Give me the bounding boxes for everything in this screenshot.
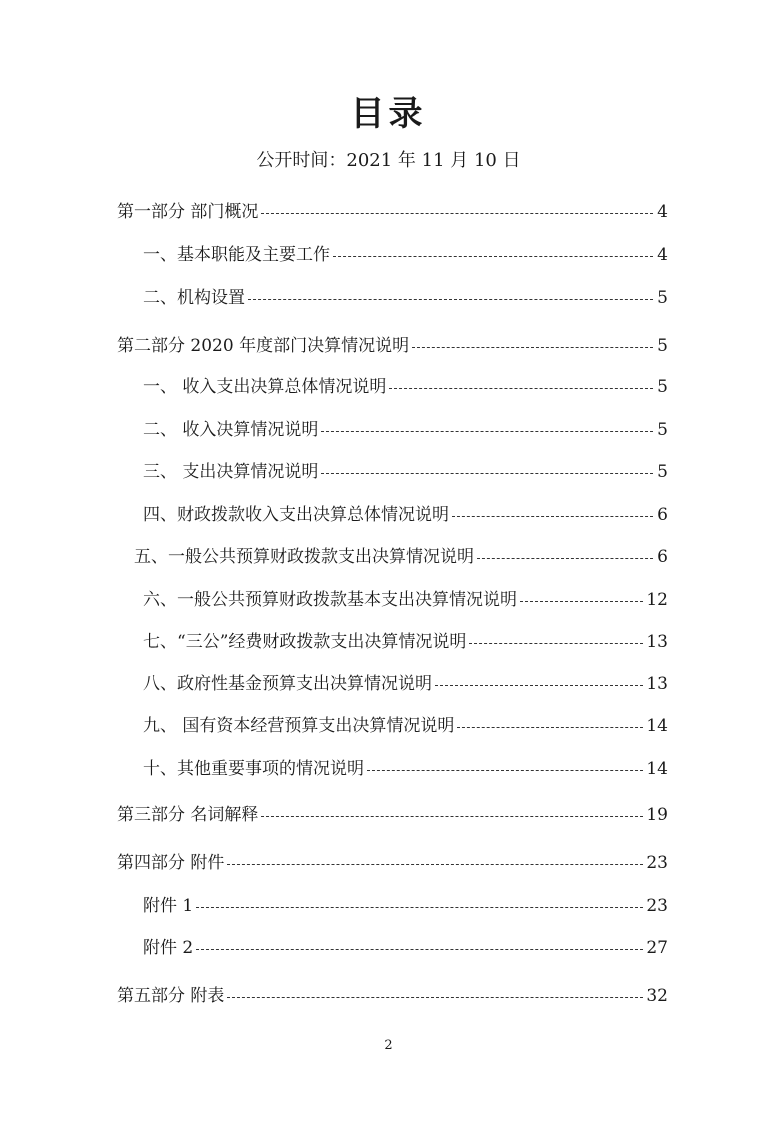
toc-entry-4-2[interactable]	[143, 935, 668, 961]
toc-page-number: 23	[646, 853, 668, 873]
toc-page-number: 27	[646, 938, 668, 958]
toc-leader	[227, 996, 643, 998]
toc-entry-2-4[interactable]	[143, 502, 668, 528]
toc-entry-2-7[interactable]	[143, 629, 668, 655]
toc-leader	[452, 515, 653, 517]
toc-label: 第四部分 附件	[117, 853, 225, 873]
toc-label: 二、机构设置	[143, 288, 245, 308]
toc-page-number: 5	[657, 420, 668, 440]
toc-label: 一、基本职能及主要工作	[143, 245, 330, 265]
toc-page-number: 12	[646, 590, 668, 610]
page-title: 目录	[350, 94, 427, 134]
toc-page-number: 13	[646, 632, 668, 652]
toc-label: 一、 收入支出决算总体情况说明	[143, 377, 387, 397]
toc-leader	[469, 642, 643, 644]
toc-leader	[196, 948, 643, 950]
toc-entry-2-9[interactable]	[143, 713, 668, 739]
toc-entry-2-10[interactable]	[143, 756, 668, 782]
toc-leader	[457, 726, 643, 728]
toc-label: 九、 国有资本经营预算支出决算情况说明	[143, 716, 455, 736]
toc-entry-2-5[interactable]	[134, 544, 668, 570]
toc-page-number: 19	[646, 805, 668, 825]
toc-entry-part-2[interactable]	[117, 333, 668, 359]
toc-page-number: 4	[657, 245, 668, 265]
toc-entry-part-3[interactable]	[117, 802, 668, 828]
toc-entry-part-4[interactable]	[117, 850, 668, 876]
toc-leader	[321, 472, 653, 474]
toc-leader	[520, 600, 643, 602]
toc-page-number: 6	[657, 547, 668, 567]
toc-leader	[227, 863, 643, 865]
toc-label: 五、一般公共预算财政拨款支出决算情况说明	[134, 547, 474, 567]
toc-label: 附件 2	[143, 938, 194, 958]
toc-page-number: 4	[657, 202, 668, 222]
toc-page-number: 14	[646, 716, 668, 736]
toc-page-number: 32	[646, 986, 668, 1006]
toc-leader	[321, 430, 653, 432]
toc-leader	[333, 255, 653, 257]
toc-entry-2-3[interactable]	[143, 459, 668, 485]
toc-label: 附件 1	[143, 896, 194, 916]
toc-leader	[367, 769, 643, 771]
toc-label: 第二部分 2020 年度部门决算情况说明	[117, 336, 410, 356]
toc-page-number: 5	[657, 462, 668, 482]
toc-leader	[261, 212, 653, 214]
toc-label: 十、其他重要事项的情况说明	[143, 759, 364, 779]
toc-entry-2-8[interactable]	[143, 671, 668, 697]
toc-label: 三、 支出决算情况说明	[143, 462, 319, 482]
toc-leader	[477, 557, 653, 559]
toc-leader	[389, 387, 653, 389]
toc-label: 八、政府性基金预算支出决算情况说明	[143, 674, 432, 694]
toc-entry-4-1[interactable]	[143, 893, 668, 919]
toc-leader	[261, 815, 643, 817]
toc-entry-1-1[interactable]	[143, 242, 668, 268]
toc-page-number: 14	[646, 759, 668, 779]
toc-leader	[196, 906, 643, 908]
toc-leader	[435, 684, 643, 686]
toc-page-number: 5	[657, 336, 668, 356]
toc-page-number: 23	[646, 896, 668, 916]
toc-page-number: 6	[657, 505, 668, 525]
toc-leader	[248, 298, 653, 300]
toc-label: 六、一般公共预算财政拨款基本支出决算情况说明	[143, 590, 517, 610]
toc-entry-part-5[interactable]	[117, 983, 668, 1009]
toc-label: 第三部分 名词解释	[117, 805, 259, 825]
toc-label: 二、 收入决算情况说明	[143, 420, 319, 440]
toc-entry-2-2[interactable]	[143, 417, 668, 443]
toc-label: 第一部分 部门概况	[117, 202, 259, 222]
page-number: 2	[384, 1038, 393, 1053]
toc-entry-part-1[interactable]	[117, 199, 668, 225]
publish-date: 公开时间：2021 年 11 月 10 日	[256, 150, 521, 171]
toc-entry-2-6[interactable]	[143, 587, 668, 613]
toc-entry-1-2[interactable]	[143, 285, 668, 311]
toc-page-number: 5	[657, 377, 668, 397]
toc-leader	[412, 346, 653, 348]
toc-label: 七、“三公”经费财政拨款支出决算情况说明	[143, 632, 467, 652]
toc-label: 第五部分 附表	[117, 986, 225, 1006]
toc-page-number: 13	[646, 674, 668, 694]
toc-label: 四、财政拨款收入支出决算总体情况说明	[143, 505, 449, 525]
toc-page-number: 5	[657, 288, 668, 308]
toc-entry-2-1[interactable]	[143, 374, 668, 400]
